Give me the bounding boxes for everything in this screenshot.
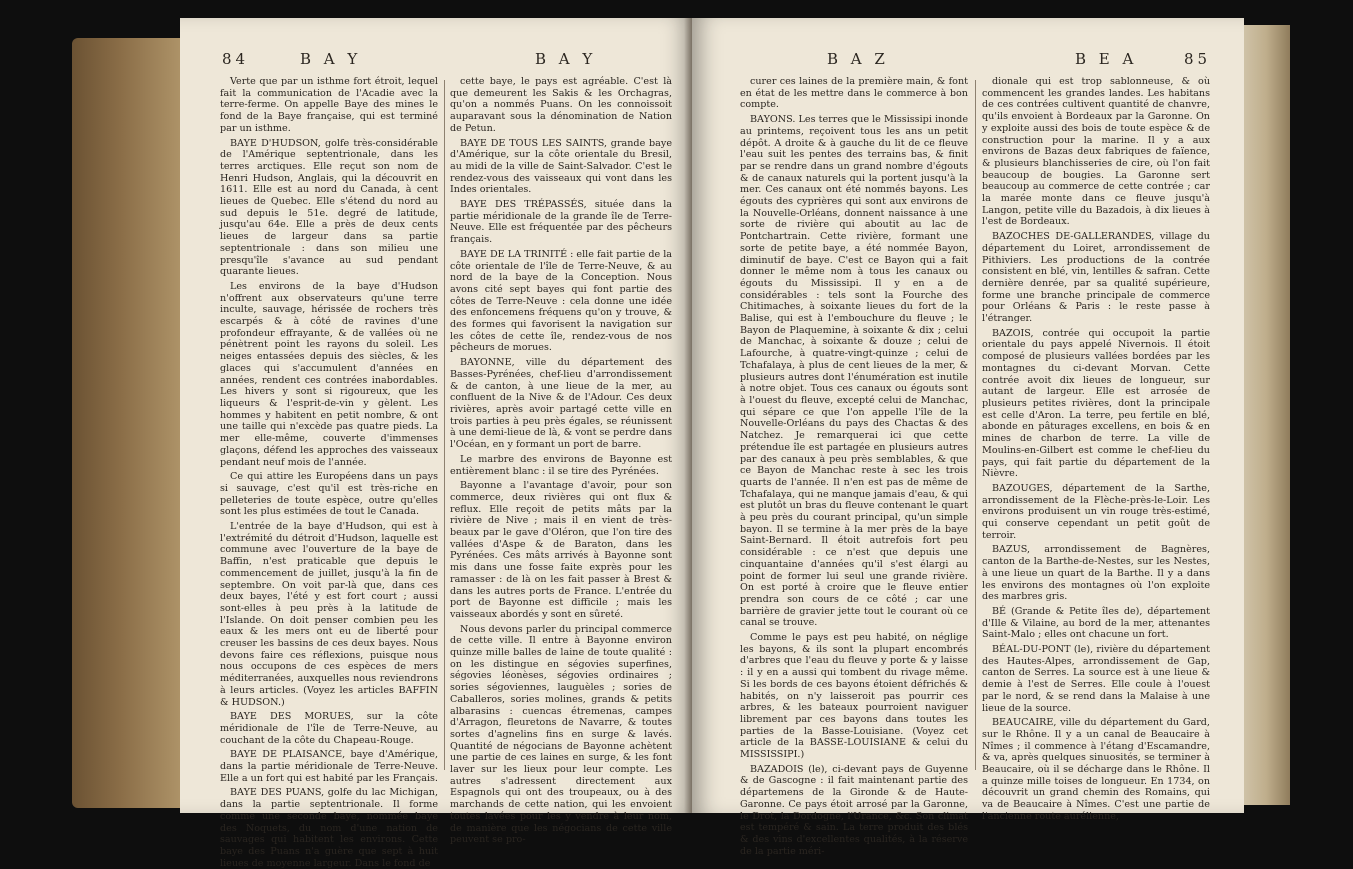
paragraph: BAYE DES PUANS, golfe du lac Michigan, dans la partie septentrionale. Il forme comme une seconde baye, nommée baye des Noquets, du nom d'une nation de sauvages qui habitent les environs. Cette baye des Puans n'a guère que sept à huit lieues de moyenne largeur. Dans le fond de (220, 787, 438, 869)
paragraph: BAYE D'HUDSON, golfe très-considérable de l'Amérique septentrionale, dans les terres arctiques. Elle reçut son nom de Henri Hudson, Anglais, qui la découvrit en 1611. Elle est au nord du Canada, à cent lieues de Quebec. Elle s'étend du nord au sud depuis le 51e. degré de latitude, jusqu'au 64e. Elle a près de deux cents lieues de largeur dans sa partie septentrionale : dans son milieu une presqu'île s'avance au sud pendant quarante lieues. (220, 137, 438, 278)
left-page (180, 18, 692, 869)
right-page-number: 85 (1184, 50, 1212, 68)
paragraph: BAZOIS, contrée qui occupoit la partie orientale du pays appelé Nivernois. Il étoit composé de plusieurs vallées bordées par les montagnes du ci-devant Morvan. Cette contrée avoit dix lieues de longueur, sur autant de largeur. Elle est arrosée de plusieurs petites rivières, dont la principale est celle d'Aron. La terre, peu fertile en blé, abonde en pâturages excellens, en bois & en mines de charbon de terre. La ville de Moulins-en-Gilbert est comme le chef-lieu du pays, qui fait partie du département de la Nièvre. (982, 327, 1210, 480)
right-column-1 (740, 76, 968, 857)
paragraph: Nous devons parler du principal commerce de cette ville. Il entre à Bayonne environ quinze mille balles de laine de toute qualité : on les distingue en ségovies superfines, ségovies léonèses, ségovies ordinaires ; sories ségoviennes, lauguèles ; sories de Caballeros, sories molines, grands & petits albarasins : cuencas étremenas, campes d'Arragon, fleuretons de Navarre, & toutes sortes d'agnelins fins en surge & lavés. Quantité de négocians de Bayonne achètent une partie de ces laines en surge, & les font laver sur les lieux pour leur compte. Les autres s'adressent directement aux Espagnols qui ont des troupeaux, ou à des marchands de cette nation, qui les envoient toutes lavées pour les y vendre à leur nom, de manière que les négocians de cette ville peuvent se pro- (450, 623, 672, 846)
right-header-right: B E A (1075, 50, 1138, 68)
paragraph: Les environs de la baye d'Hudson n'offrent aux observateurs qu'une terre inculte, sauvage, hérissée de rochers très escarpés & à côté de ravines d'une profondeur effrayante, & de vallées où ne pénètrent point les rayons du soleil. Les neiges entassées depuis des siècles, & les glaces qui s'accumulent d'années en années, rendent ces contrées inabordables. Les hivers y sont si rigoureux, que les liqueurs & l'esprit-de-vin y gèlent. Les hommes y habitent en petit nombre, & ont une taille qui n'excède pas quatre pieds. La mer elle-même, couverte d'immenses glaçons, défend les approches des vaisseaux pendant neuf mois de l'année. (220, 280, 438, 468)
paragraph: BAYE DES TRÉPASSÉS, située dans la partie méridionale de la grande île de Terre-Neuve. Elle est fréquentée par des pêcheurs français. (450, 199, 672, 246)
paragraph: cette baye, le pays est agréable. C'est là que demeurent les Sakis & les Orchagras, qu'on a nommés Puans. On les connoissoit auparavant sous la dénomination de Nation de Petun. (450, 76, 672, 134)
paragraph: Verte que par un isthme fort étroit, lequel fait la communication de l'Acadie avec la terre-ferme. On appelle Baye des mines le fond de la Baye française, qui est terminé par un isthme. (220, 76, 438, 134)
paragraph: BAZADOIS (le), ci-devant pays de Guyenne & de Gascogne : il fait maintenant partie des départemens de la Gironde & de Haute-Garonne. Ce pays étoit arrosé par la Garonne, le Drot, la Dordogne, l'Urance, &c. Son climat est tempéré & sain. La terre produit des blés & des vins d'excellentes qualités, à la réserve de la partie méri- (740, 763, 968, 857)
left-column-2 (450, 76, 672, 846)
left-column-1 (220, 76, 438, 869)
left-page-number: 84 (222, 50, 250, 68)
left-book-edge (72, 38, 192, 808)
paragraph: dionale qui est trop sablonneuse, & où commencent les grandes landes. Les habitans de ces contrées cultivent quantité de chanvre, qu'ils envoient à Bordeaux par la Garonne. On y exploite aussi des bois de toute espèce & de construction pour la marine. Il y a aux environs de Bazas deux fabriques de faïence, & plusieurs blanchisseries de cire, où l'on fait beaucoup de bougies. La Garonne sert beaucoup au commerce de cette contrée ; car la marée monte dans ce fleuve jusqu'à Langon, petite ville du Bazadois, à dix lieues à l'est de Bordeaux. (982, 76, 1210, 228)
paragraph: BÉ (Grande & Petite îles de), département d'Ille & Vilaine, au bord de la mer, attenantes Saint-Malo ; elles ont chacune un fort. (982, 605, 1210, 641)
paragraph: BAYONS. Les terres que le Mississipi inonde au printems, reçoivent tous les ans un petit dépôt. A droite & à gauche du lit de ce fleuve l'eau suit les pentes des terrains bas, & finit par se rendre dans un grand nombre d'égouts & de canaux naturels qui la portent jusqu'à la mer. Ces canaux ont été nommés bayons. Les égouts des cyprières qui sont aux environs de la Nouvelle-Orléans, donnent naissance à une sorte de rivière qui aboutit au lac de Pontchartrain. Cette rivière, formant une sorte de petite baye, a été nommée Bayon, diminutif de baye. C'est ce Bayon qui a fait donner le même nom à tous les canaux ou égouts du Mississipi. Il y en a de considérables : tels sont la Fourche des Chitimaches, à soixante lieues du fort de la Balise, qui est à l'embouchure du fleuve ; le Bayon de Plaquemine, à soixante & dix ; celui de Manchac, à soixante & douze ; celui de Lafourche, à quatre-vingt-quinze ; celui de Tchafalaya, à plus de cent lieues de la mer, & plusieurs autres dont l'énumération est inutile à notre objet. Tous ces canaux ou égouts sont à l'ouest du fleuve, excepté celui de Manchac, qui sépare ce que l'on appelle l'île de la Nouvelle-Orléans du pays des Chactas & des Natchez. Je remarquerai ici que cette prétendue île est partagée en plusieurs autres par des canaux à peu près semblables, & que ce Bayon de Manchac reste à sec les trois quarts de l'année. Il n'en est pas de même de Tchafalaya, qui ne manque jamais d'eau, & qui est plutôt un bras du fleuve contenant le quart à peu près du courant principal, qu'un simple bayon. Il se termine à la mer près de la baye Saint-Bernard. Il étoit autrefois fort peu considérable : ce n'est que depuis une cinquantaine d'années qu'il s'est élargi au point de former lui seul une grande rivière. On est porté à croire que le fleuve entier prendra son cours de ce côté ; car une barrière de gravier jette tout le courant où ce canal se trouve. (740, 114, 968, 629)
paragraph: BAZOCHES DE-GALLERANDES, village du département du Loiret, arrondissement de Pithiviers. Les productions de la contrée consistent en blé, vin, lentilles & safran. Cette dernière denrée, par sa qualité supérieure, forme une branche principale de commerce pour Orléans & Paris : le reste passe à l'étranger. (982, 231, 1210, 325)
paragraph: BAYE DE PLAISANCE, baye d'Amérique, dans la partie méridionale de Terre-Neuve. Elle a un fort qui est habité par les Français. (220, 749, 438, 784)
paragraph: Comme le pays est peu habité, on néglige les bayons, & ils sont la plupart encombrés d'arbres que l'eau du fleuve y porte & y laisse : il y en a aussi qui tombent du rivage même. Si les bords de ces bayons étoient défrichés & habités, on n'y laisseroit pas pourrir ces arbres, & les bateaux pourroient naviguer librement par ces bayons dans toutes les parties de la Basse-Louisiane. (Voyez cet article de la BASSE-LOUISIANE & celui du MISSISSIPI.) (740, 632, 968, 761)
right-column-2 (982, 76, 1210, 822)
right-header-left: B A Z (827, 50, 889, 68)
right-page (692, 18, 1244, 857)
column-rule (975, 80, 976, 770)
paragraph: BAYE DES MORUES, sur la côte méridionale de l'île de Terre-Neuve, au couchant de la côte du Chapeau-Rouge. (220, 711, 438, 746)
paragraph: Ce qui attire les Européens dans un pays si sauvage, c'est qu'il est très-riche en pelleteries de toute espèce, outre qu'elles sont les plus estimées de tout le Canada. (220, 471, 438, 518)
paragraph: Le marbre des environs de Bayonne est entièrement blanc : il se tire des Pyrénées. (450, 453, 672, 477)
paragraph: BÉAL-DU-PONT (le), rivière du département des Hautes-Alpes, arrondissement de Gap, canton de Serres. La source est à une lieue & demie à l'est de Serres. Elle coule à l'ouest par le nord, & se rend dans la Malaise à une lieue de la source. (982, 644, 1210, 714)
paragraph: BAYONNE, ville du département des Basses-Pyrénées, chef-lieu d'arrondissement & de canton, à une lieue de la mer, au confluent de la Nive & de l'Adour. Ces deux rivières, après avoir partagé cette ville en trois parties à peu près égales, se réunissent à une demi-lieue de là, & vont se perdre dans l'Océan, en y formant un port de barre. (450, 357, 672, 451)
paragraph: L'entrée de la baye d'Hudson, qui est à l'extrémité du détroit d'Hudson, laquelle est commune avec l'ouverture de la baye de Baffin, n'est praticable que depuis le commencement de juillet, jusqu'à la fin de septembre. On voit par-là que, dans ces deux bayes, l'été y est fort court ; aussi sont-elles à peu près à la latitude de l'Islande. On doit penser combien peu les eaux & les mers ont eu de liberté pour creuser les bassins de ces deux bayes. Nous devons faire ces réflexions, puisque nous nous occupons de ces espèces de mers méditerranées, auxquelles nous reviendrons à leurs articles. (Voyez les articles BAFFIN & HUDSON.) (220, 521, 438, 708)
paragraph: BEAUCAIRE, ville du département du Gard, sur le Rhône. Il y a un canal de Beaucaire à Nîmes ; il commence à l'étang d'Escamandre, & va, après quelques sinuosités, se terminer à Beaucaire, où il se décharge dans le Rhône. Il a quinze mille toises de longueur. En 1734, on découvrit un grand chemin des Romains, qui va de Beaucaire à Nîmes. C'est une partie de l'ancienne route aurélienne, (982, 717, 1210, 822)
left-header-right: B A Y (535, 50, 597, 68)
left-header-left: B A Y (300, 50, 362, 68)
column-rule (444, 80, 445, 770)
paragraph: BAZUS, arrondissement de Bagnères, canton de la Barthe-de-Nestes, sur les Nestes, à une lieue un quart de la Barthe. Il y a dans les environs des montagnes où l'on exploite des marbres gris. (982, 544, 1210, 603)
paragraph: Bayonne a l'avantage d'avoir, pour son commerce, deux rivières qui ont flux & reflux. Elle reçoit de petits mâts par la rivière de Nive ; mais il en vient de très-beaux par le gave d'Oléron, que l'on tire des vallées d'Aspe & de Baraton, dans les Pyrénées. Ces mâts arrivés à Bayonne sont mis dans une fosse faite exprès pour les ramasser : de là on les fait passer à Brest & dans les autres ports de France. L'entrée du port de Bayonne est difficile ; mais les vaisseaux abordés y sont en sûreté. (450, 480, 672, 620)
paragraph: curer ces laines de la première main, & font en état de les mettre dans le commerce à bon compte. (740, 76, 968, 111)
paragraph: BAZOUGES, département de la Sarthe, arrondissement de la Flèche-près-le-Loir. Les environs produisent un vin rouge très-estimé, qui conserve cependant un petit goût de terroir. (982, 482, 1210, 541)
paragraph: BAYE DE LA TRINITÉ : elle fait partie de la côte orientale de l'île de Terre-Neuve, & au nord de la baye de la Conception. Nous avons cité sept bayes qui font partie des côtes de Terre-Neuve : cela donne une idée des enfoncemens fréquens qu'on y trouve, & des formes qui favorisent la navigation sur les côtes de cette île, rendez-vous de nos pêcheurs de morues. (450, 248, 672, 354)
paragraph: BAYE DE TOUS LES SAINTS, grande baye d'Amérique, sur la côte orientale du Bresil, au midi de la ville de Saint-Salvador. C'est le rendez-vous des vaisseaux qui vont dans les Indes orientales. (450, 137, 672, 196)
